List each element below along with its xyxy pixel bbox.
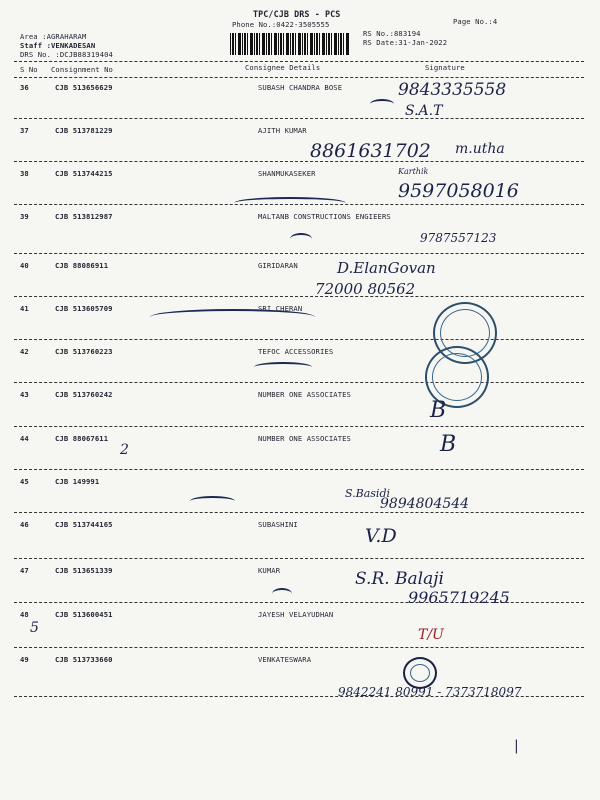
row-divider xyxy=(14,426,584,427)
row-sno: 43 xyxy=(20,390,29,399)
handwritten-tick-footer: | xyxy=(514,738,519,754)
handwritten-phone-49: 9842241 80991 - 7373718097 xyxy=(338,685,522,699)
row-consignment: CJB 513781229 xyxy=(55,126,113,135)
row-divider xyxy=(14,558,584,559)
row-consignee: KUMAR xyxy=(258,566,281,575)
row-consignment: CJB 88067611 xyxy=(55,434,109,443)
scribble-36 xyxy=(370,99,394,109)
row-sno: 41 xyxy=(20,304,29,313)
row-consignment: CJB 513812987 xyxy=(55,212,113,221)
staff-label: Staff :VENKADESAN xyxy=(20,41,96,50)
handwritten-signature-44: B xyxy=(440,432,457,457)
handwritten-signature-43: B xyxy=(430,398,447,423)
row-consignee: SHANMUKASEKER xyxy=(258,169,316,178)
row-consignee: SUBASHINI xyxy=(258,520,298,529)
scribble-39 xyxy=(290,233,312,245)
row-sno: 37 xyxy=(20,126,29,135)
row-consignment: CJB 149991 xyxy=(55,477,100,486)
row-consignee: JAYESH VELAYUDHAN xyxy=(258,610,334,619)
col-consignee: Consignee Details xyxy=(245,63,321,72)
columns-divider xyxy=(14,77,584,78)
row-consignment: CJB 513651339 xyxy=(55,566,113,575)
row-consignment: CJB 513656629 xyxy=(55,83,113,92)
row-sno: 44 xyxy=(20,434,29,443)
scribble-41 xyxy=(150,309,315,325)
row-sno: 49 xyxy=(20,655,29,664)
row-divider xyxy=(14,469,584,470)
handwritten-name-38: Karthik xyxy=(398,167,429,176)
rs-date: RS Date:31-Jan-2022 xyxy=(363,38,448,47)
row-consignment: CJB 513760242 xyxy=(55,390,113,399)
row-consignee: GIRIDARAN xyxy=(258,261,298,270)
col-consignment: Consignment No xyxy=(51,65,113,74)
row-consignment: CJB 513600451 xyxy=(55,610,113,619)
handwritten-phone-45: 9894804544 xyxy=(380,496,470,512)
row-sno: 45 xyxy=(20,477,29,486)
row-consignment: CJB 513744215 xyxy=(55,169,113,178)
row-sno: 39 xyxy=(20,212,29,221)
scribble-47 xyxy=(272,588,292,600)
rs-number: RS No.:883194 xyxy=(363,29,421,38)
row-sno: 40 xyxy=(20,261,29,270)
barcode xyxy=(230,33,350,55)
row-consignment: CJB 513733660 xyxy=(55,655,113,664)
handwritten-name-40: D.ElanGovan xyxy=(337,259,436,277)
col-signature: Signature xyxy=(425,63,465,72)
handwritten-phone-37: 8861631702 xyxy=(310,140,431,162)
row-sno: 48 xyxy=(20,610,29,619)
handwritten-signature-36: S.A.T xyxy=(405,103,443,119)
handwritten-phone-40: 72000 80562 xyxy=(315,280,416,298)
row-consignee: MALTANB CONSTRUCTIONS ENGIEERS xyxy=(258,212,391,221)
row-consignment: CJB 513605709 xyxy=(55,304,113,313)
phone-number: Phone No.:0422-3505555 xyxy=(232,20,330,29)
row-consignee: SUBASH CHANDRA BOSE xyxy=(258,83,343,92)
row-consignee: AJITH KUMAR xyxy=(258,126,307,135)
scribble-38 xyxy=(234,197,346,209)
row-divider xyxy=(14,339,584,340)
scribble-42 xyxy=(254,362,312,372)
drs-number: DRS No. :DCJB88319404 xyxy=(20,50,113,59)
row-consignment: CJB 513760223 xyxy=(55,347,113,356)
row-consignee: NUMBER ONE ASSOCIATES xyxy=(258,390,351,399)
handwritten-phone-39: 9787557123 xyxy=(420,231,497,245)
row-sno: 36 xyxy=(20,83,29,92)
handwritten-name-47: S.R. Balaji xyxy=(355,569,444,589)
row-divider xyxy=(14,382,584,383)
row-sno: 38 xyxy=(20,169,29,178)
row-divider xyxy=(14,647,584,648)
row-consignee: VENKATESWARA xyxy=(258,655,312,664)
handwritten-mark-44: 2 xyxy=(120,442,129,458)
page-number: Page No.:4 xyxy=(453,17,498,26)
handwritten-mark-48: 5 xyxy=(30,620,39,636)
row-divider xyxy=(14,512,584,513)
row-consignee: SRI CHERAN xyxy=(258,304,303,313)
row-consignee: NUMBER ONE ASSOCIATES xyxy=(258,434,351,443)
col-sno: S No xyxy=(20,65,38,74)
area-label: Area :AGRAHARAM xyxy=(20,32,87,41)
handwritten-name-37: m.utha xyxy=(455,141,505,157)
handwritten-phone-36: 9843335558 xyxy=(398,80,507,100)
row-consignee: TEFOC ACCESSORIES xyxy=(258,347,334,356)
row-divider xyxy=(14,118,584,119)
row-divider xyxy=(14,161,584,162)
sheet-title: TPC/CJB DRS - PCS xyxy=(253,9,341,19)
handwritten-name-45: S.Basidi xyxy=(345,487,391,500)
row-divider xyxy=(14,296,584,297)
handwritten-phone-47: 9965719245 xyxy=(408,588,510,607)
handwritten-tu-48: T/U xyxy=(418,627,444,643)
handwritten-phone-38: 9597058016 xyxy=(398,180,519,202)
header-divider xyxy=(14,61,584,62)
row-sno: 46 xyxy=(20,520,29,529)
handwritten-signature-46: V.D xyxy=(365,525,397,547)
row-consignment: CJB 88086911 xyxy=(55,261,109,270)
row-divider xyxy=(14,253,584,254)
row-consignment: CJB 513744165 xyxy=(55,520,113,529)
strike-45 xyxy=(190,496,235,506)
row-sno: 47 xyxy=(20,566,29,575)
row-sno: 42 xyxy=(20,347,29,356)
